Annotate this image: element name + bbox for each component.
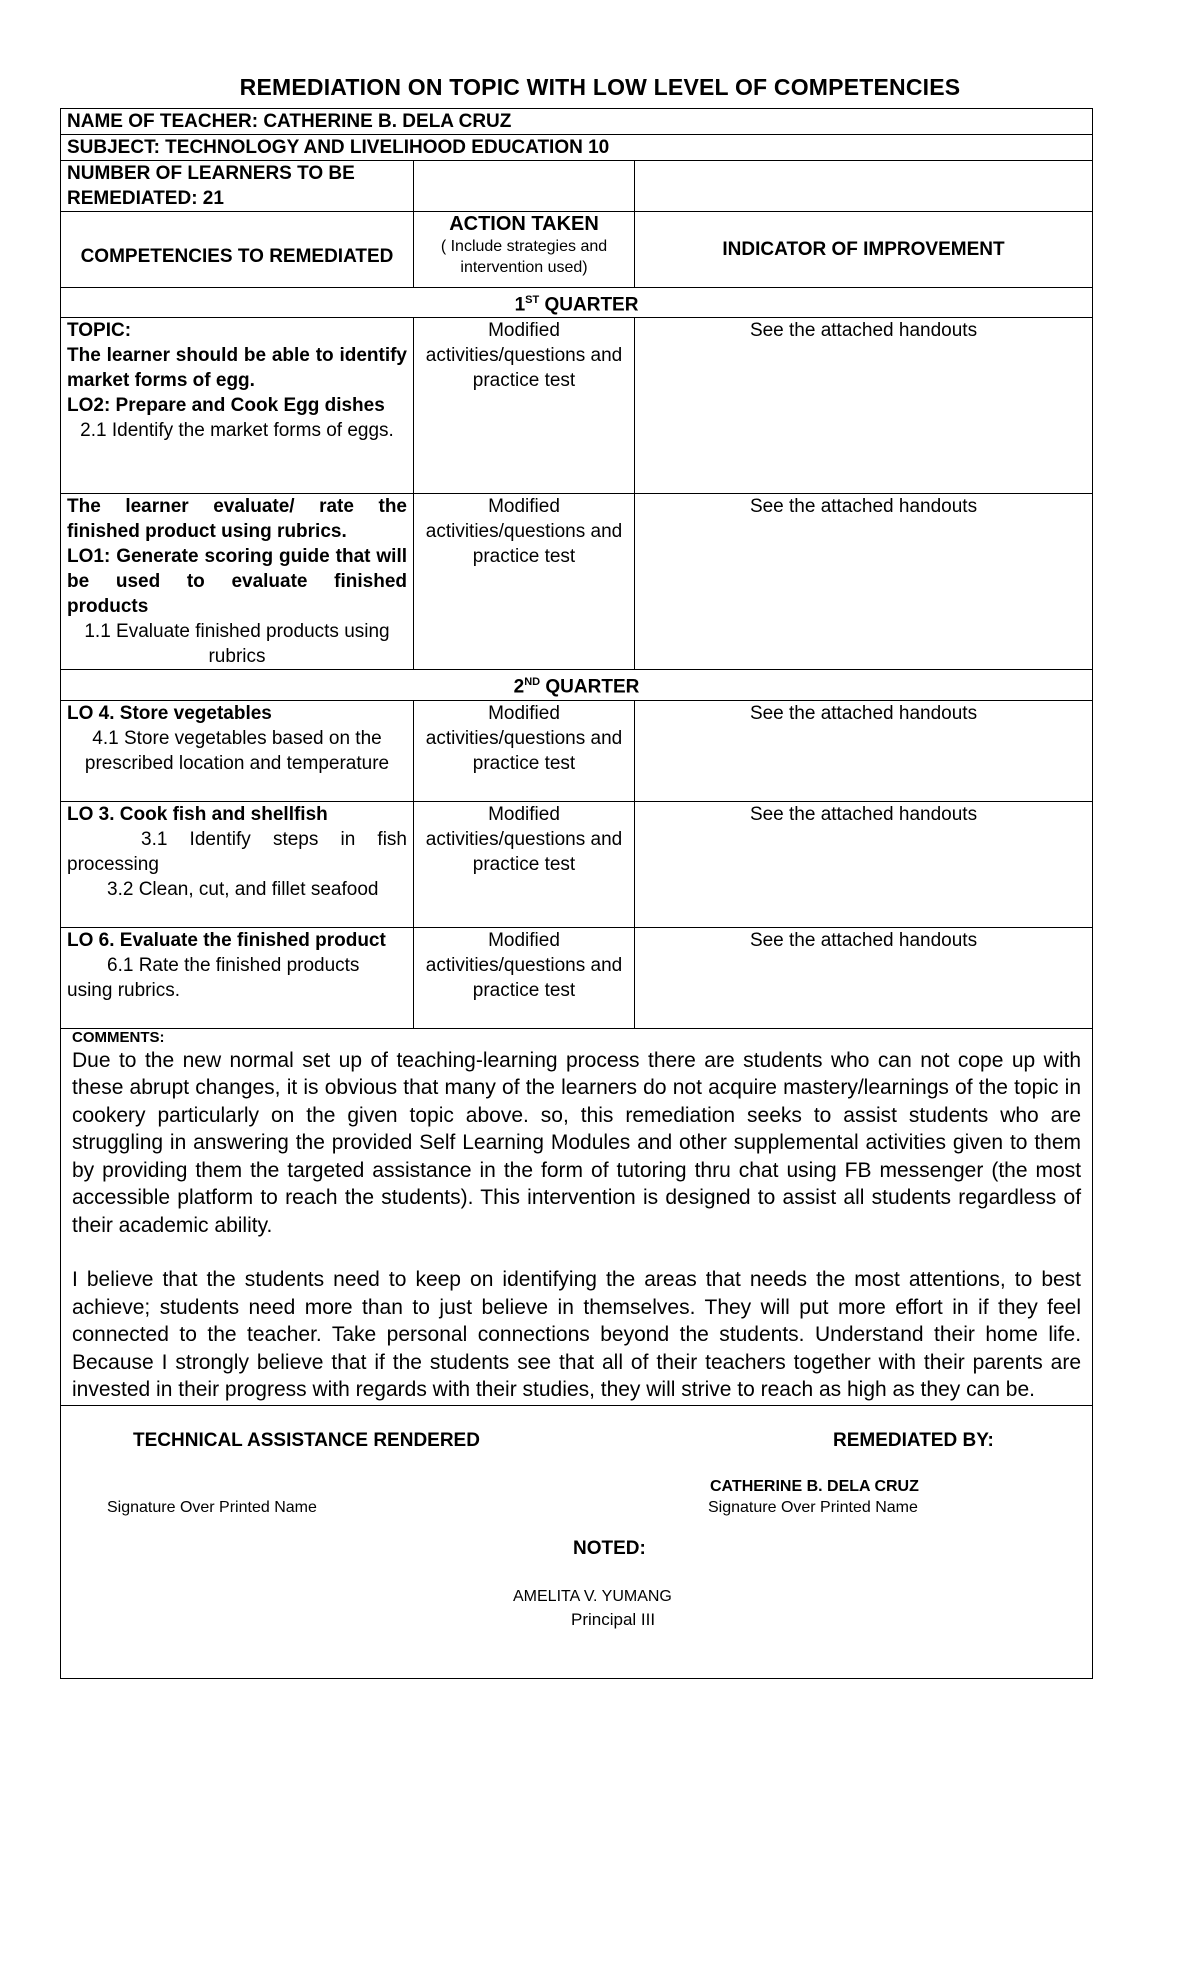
- header-indicator: INDICATOR OF IMPROVEMENT: [635, 212, 1093, 288]
- action-cell: Modified activities/questions and practice test: [414, 318, 635, 494]
- remediator-name: CATHERINE B. DELA CRUZ: [710, 1477, 919, 1495]
- comment-paragraph-1: Due to the new normal set up of teaching-learning process there are students who can not cope up with these abrupt changes, it is obvious that many of the learners do not acquire mastery/learnings of the topic in cookery particularly on the given topic above. so, this remediation seeks to assist students who are struggling in answering the provided Self Learning Modules and other supplemental activities given to them by providing them the targeted assistance in the form of tutoring thru chat using FB messenger (the most accessible platform to reach the students). This intervention is designed to assist all students regardless of their academic ability.: [72, 1048, 1082, 1237]
- sub-competency: 6.1 Rate the finished products using rubrics.: [67, 954, 360, 1001]
- table-row: [61, 494, 1093, 670]
- topic-label: TOPIC:: [67, 320, 132, 342]
- competency-cell: [61, 927, 414, 1028]
- learners-line-2: REMEDIATED: 21: [67, 188, 224, 209]
- sub-competency: 3.1 Identify steps in fish processing: [67, 828, 407, 875]
- empty-cell: [414, 161, 635, 212]
- quarter-2-num: 2: [513, 676, 525, 698]
- table-row: [61, 801, 1093, 927]
- empty-cell: [635, 161, 1093, 212]
- remediation-table: [60, 108, 1093, 1679]
- principal-name: AMELITA V. YUMANG: [513, 1587, 672, 1605]
- lo-text: LO1: Generate scoring guide that will be used to evaluate finished products: [67, 546, 407, 618]
- competency-cell: [61, 801, 414, 927]
- action-cell: Modified activities/questions and practice test: [414, 927, 635, 1028]
- principal-title: Principal III: [571, 1609, 656, 1629]
- competency-text: The learner should be able to identify market forms of egg.: [67, 345, 407, 392]
- action-cell: Modified activities/questions and practice test: [414, 700, 635, 801]
- quarter-1-num: 1: [514, 294, 526, 316]
- indicator-cell: See the attached handouts: [635, 318, 1093, 494]
- signature-line-left: Signature Over Printed Name: [107, 1498, 317, 1516]
- signature-cell: [61, 1405, 1093, 1678]
- quarter-1-heading: [61, 288, 1093, 318]
- lo-text: LO 3. Cook fish and shellfish: [67, 803, 328, 825]
- header-competencies: COMPETENCIES TO REMEDIATED: [61, 212, 414, 288]
- teacher-name: NAME OF TEACHER: CATHERINE B. DELA CRUZ: [61, 109, 1093, 135]
- comments-cell: [61, 1028, 1093, 1405]
- signature-line-right: Signature Over Printed Name: [708, 1498, 918, 1516]
- signature-row: [61, 1405, 1093, 1678]
- quarter-2-heading: [61, 670, 1093, 700]
- sub-competency: 2.1 Identify the market forms of eggs.: [80, 420, 394, 442]
- signature-area: [61, 1406, 1092, 1678]
- action-cell: Modified activities/questions and practice test: [414, 801, 635, 927]
- lo-text: LO2: Prepare and Cook Egg dishes: [67, 395, 385, 417]
- competency-cell: [61, 700, 414, 801]
- indicator-cell: See the attached handouts: [635, 801, 1093, 927]
- indicator-cell: See the attached handouts: [635, 700, 1093, 801]
- lo-text: LO 6. Evaluate the finished product: [67, 929, 386, 951]
- header-action-sub: ( Include strategies and intervention used): [440, 238, 608, 276]
- technical-assistance-label: TECHNICAL ASSISTANCE RENDERED: [133, 1429, 480, 1451]
- comments-row: [61, 1028, 1093, 1405]
- table-row: [61, 700, 1093, 801]
- comment-paragraph-2: I believe that the students need to keep on identifying the areas that needs the most attentions, to best achieve; students need more than to just believe in themselves. They will put more effort in if they feel connected to the teacher. Take personal connections beyond the students. Understand their home life. Because I strongly believe that if the students see that all of their teachers together with their parents are invested in their progress with regards with their studies, they will strive to reach as high as they can be.: [72, 1268, 1082, 1402]
- noted-label: NOTED:: [573, 1537, 646, 1559]
- table-row: [61, 927, 1093, 1028]
- learners-line-1: NUMBER OF LEARNERS TO BE: [67, 163, 355, 184]
- subject: SUBJECT: TECHNOLOGY AND LIVELIHOOD EDUCATION 10: [61, 135, 1093, 161]
- quarter-2-sup: ND: [524, 676, 541, 689]
- competency-cell: [61, 494, 414, 670]
- indicator-cell: See the attached handouts: [635, 494, 1093, 670]
- quarter-1-sup: ST: [525, 294, 540, 306]
- sub-competency: 4.1 Store vegetables based on the prescribed location and temperature: [84, 727, 390, 774]
- header-action: [414, 212, 635, 288]
- action-cell: Modified activities/questions and practice test: [414, 494, 635, 670]
- quarter-2-label: QUARTER: [545, 676, 640, 698]
- remediated-by-label: REMEDIATED BY:: [833, 1429, 994, 1451]
- table-row: [61, 318, 1093, 494]
- competency-cell: [61, 318, 414, 494]
- document-title: REMEDIATION ON TOPIC WITH LOW LEVEL OF COMPETENCIES: [239, 74, 961, 100]
- header-action-title: ACTION TAKEN: [449, 213, 599, 235]
- competency-text: The learner evaluate/ rate the finished product using rubrics.: [67, 496, 407, 543]
- indicator-cell: See the attached handouts: [635, 927, 1093, 1028]
- quarter-1-label: QUARTER: [544, 294, 639, 316]
- sub-competency: 3.2 Clean, cut, and fillet seafood: [107, 878, 379, 900]
- sub-competency: 1.1 Evaluate finished products using rubrics: [84, 621, 390, 668]
- lo-text: LO 4. Store vegetables: [67, 702, 272, 724]
- comments-label: COMMENTS:: [72, 1028, 165, 1046]
- learners-count: [61, 161, 414, 212]
